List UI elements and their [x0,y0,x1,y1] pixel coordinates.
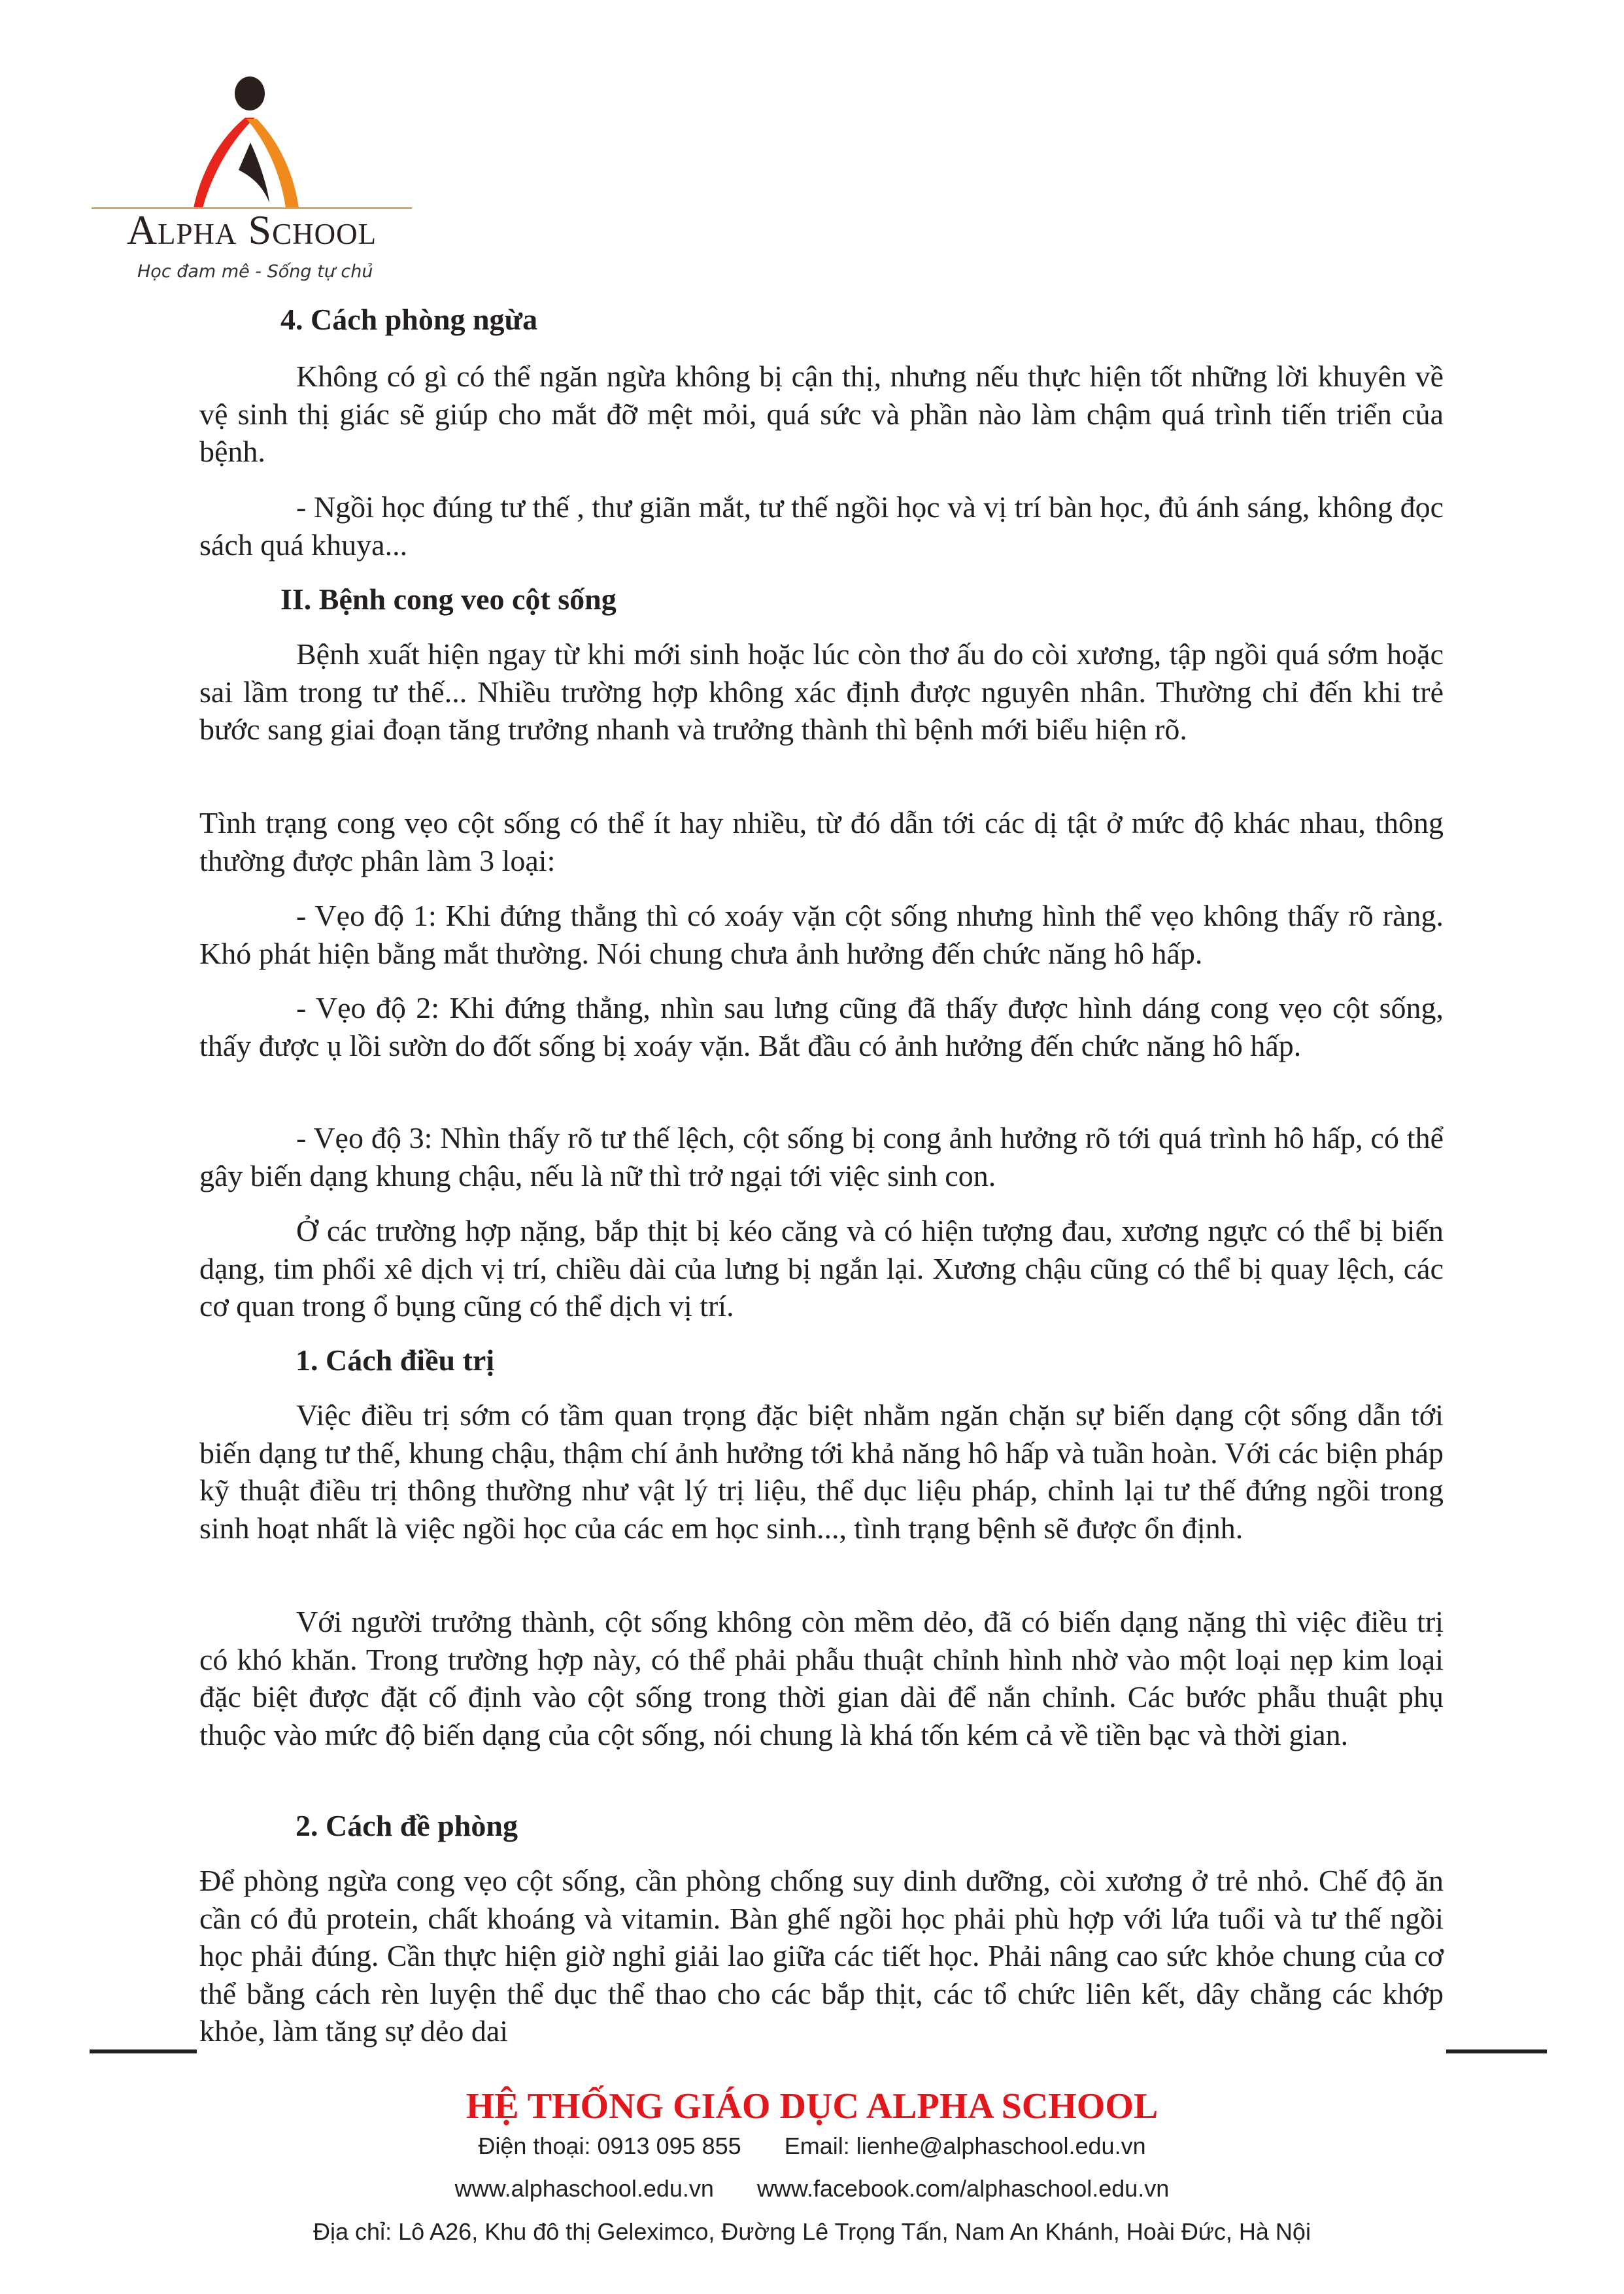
footer-email[interactable]: Email: lienhe@alphaschool.edu.vn [784,2133,1146,2159]
paragraph: Bệnh xuất hiện ngay từ khi mới sinh hoặc lúc còn thơ ấu do còi xương, tập ngồi quá sớm hoặc sai lầm trong tư thế... Nhiều trường hợp không xác định được nguyên nhân. Thường chỉ đến khi trẻ bước sang giai đoạn tăng trưởng nhanh và trưởng thành thì bệnh mới biểu hiện rõ. [199,637,1444,746]
footer-website[interactable]: www.alphaschool.edu.vn [454,2175,714,2202]
footer-phone: Điện thoại: 0913 095 855 [478,2133,741,2159]
logo-slogan: Học đam mê - Sống tự chủ [137,261,373,282]
paragraph: Tình trạng cong vẹo cột sống có thể ít hay nhiều, từ đó dẫn tới các dị tật ở mức độ khác nhau, thông thường được phân làm 3 loại: [199,806,1444,877]
heading-treatment: 1. Cách điều trị [296,1343,495,1377]
paragraph: Ở các trường hợp nặng, bắp thịt bị kéo căng và có hiện tượng đau, xương ngực có thể bị biến dạng, tim phổi xê dịch vị trí, chiều dài của lưng bị ngắn lại. Xương chậu cũng có thể bị quay lệch, các cơ quan trong ổ bụng cũng có thể dịch vị trí. [199,1214,1444,1323]
footer-title: HỆ THỐNG GIÁO DỤC ALPHA SCHOOL [465,2086,1159,2127]
paragraph: - Vẹo độ 1: Khi đứng thẳng thì có xoáy vặn cột sống nhưng hình thể vẹo không thấy rõ ràng. Khó phát hiện bằng mắt thường. Nói chung chưa ảnh hưởng đến chức năng hô hấp. [199,899,1444,970]
paragraph: - Vẹo độ 2: Khi đứng thẳng, nhìn sau lưng cũng đã thấy được hình dáng cong vẹo cột sống, thấy được ụ lồi sườn do đốt sống bị xoáy vặn. Bắt đầu có ảnh hưởng đến chức năng hô hấp. [199,991,1444,1062]
alpha-school-logo [92,72,412,294]
footer-facebook[interactable]: www.facebook.com/alphaschool.edu.vn [756,2175,1170,2202]
paragraph: - Vẹo độ 3: Nhìn thấy rõ tư thế lệch, cột sống bị cong ảnh hưởng rõ tới quá trình hô hấp, có thể gây biến dạng khung chậu, nếu là nữ thì trở ngại tới việc sinh con. [199,1121,1444,1192]
heading-prevention: 4. Cách phòng ngừa [280,303,538,336]
footer-web [0,2175,1624,2202]
heading-scoliosis: II. Bệnh cong veo cột sống [280,582,617,616]
paragraph: Với người trưởng thành, cột sống không còn mềm dẻo, đã có biến dạng nặng thì việc điều trị có khó khăn. Trong trường hợp này, có thể phải phẫu thuật chỉnh hình nhờ vào một loại nẹp kim loại đặc biệt được đặt cố định vào cột sống trong thời gian dài để nắn chỉnh. Các bước phẫu thuật phụ thuộc vào mức độ biến dạng của cột sống, nói chung là khá tốn kém cả về tiền bạc và thời gian. [199,1605,1444,1751]
heading-prevent2: 2. Cách đề phòng [296,1809,518,1842]
logo-emblem-icon [92,72,412,209]
footer-rule-right [1446,2049,1547,2053]
paragraph: Không có gì có thể ngăn ngừa không bị cận thị, nhưng nếu thực hiện tốt những lời khuyên về vệ sinh thị giác sẽ giúp cho mắt đỡ mệt mỏi, quá sức và phần nào làm chậm quá trình tiến triển của bệnh. [199,360,1444,468]
paragraph: Để phòng ngừa cong vẹo cột sống, cần phòng chống suy dinh dưỡng, còi xương ở trẻ nhỏ. Chế độ ăn cần có đủ protein, chất khoáng và vitamin. Bàn ghế ngồi học phải phù hợp với lứa tuổi và tư thế ngồi học phải đúng. Cần thực hiện giờ nghỉ giải lao giữa các tiết học. Phải nâng cao sức khỏe chung của cơ thể bằng cách rèn luyện thể dục thể thao cho các bắp thịt, các tổ chức liên kết, dây chằng các khớp khỏe, làm tăng sự dẻo dai [199,1864,1444,2048]
footer-rule-left [90,2049,197,2053]
paragraph: - Ngồi học đúng tư thế , thư giãn mắt, tư thế ngồi học và vị trí bàn học, đủ ánh sáng, không đọc sách quá khuya... [199,490,1444,562]
footer-address: Địa chỉ: Lô A26, Khu đô thị Geleximco, Đường Lê Trọng Tấn, Nam An Khánh, Hoài Đức, Hà Nội [313,2218,1311,2245]
logo-name: Alpha School [126,207,377,253]
footer-contact [0,2133,1624,2160]
paragraph: Việc điều trị sớm có tầm quan trọng đặc biệt nhằm ngăn chặn sự biến dạng cột sống dẫn tới biến dạng tư thế, khung chậu, thậm chí ảnh hưởng tới khả năng hô hấp và tuần hoàn. Với các biện pháp kỹ thuật điều trị thông thường như vật lý trị liệu, thể dục liệu pháp, chỉnh lại tư thế đứng ngồi trong sinh hoạt nhất là việc ngồi học của các em học sinh..., tình trạng bệnh sẽ được ổn định. [199,1398,1444,1545]
